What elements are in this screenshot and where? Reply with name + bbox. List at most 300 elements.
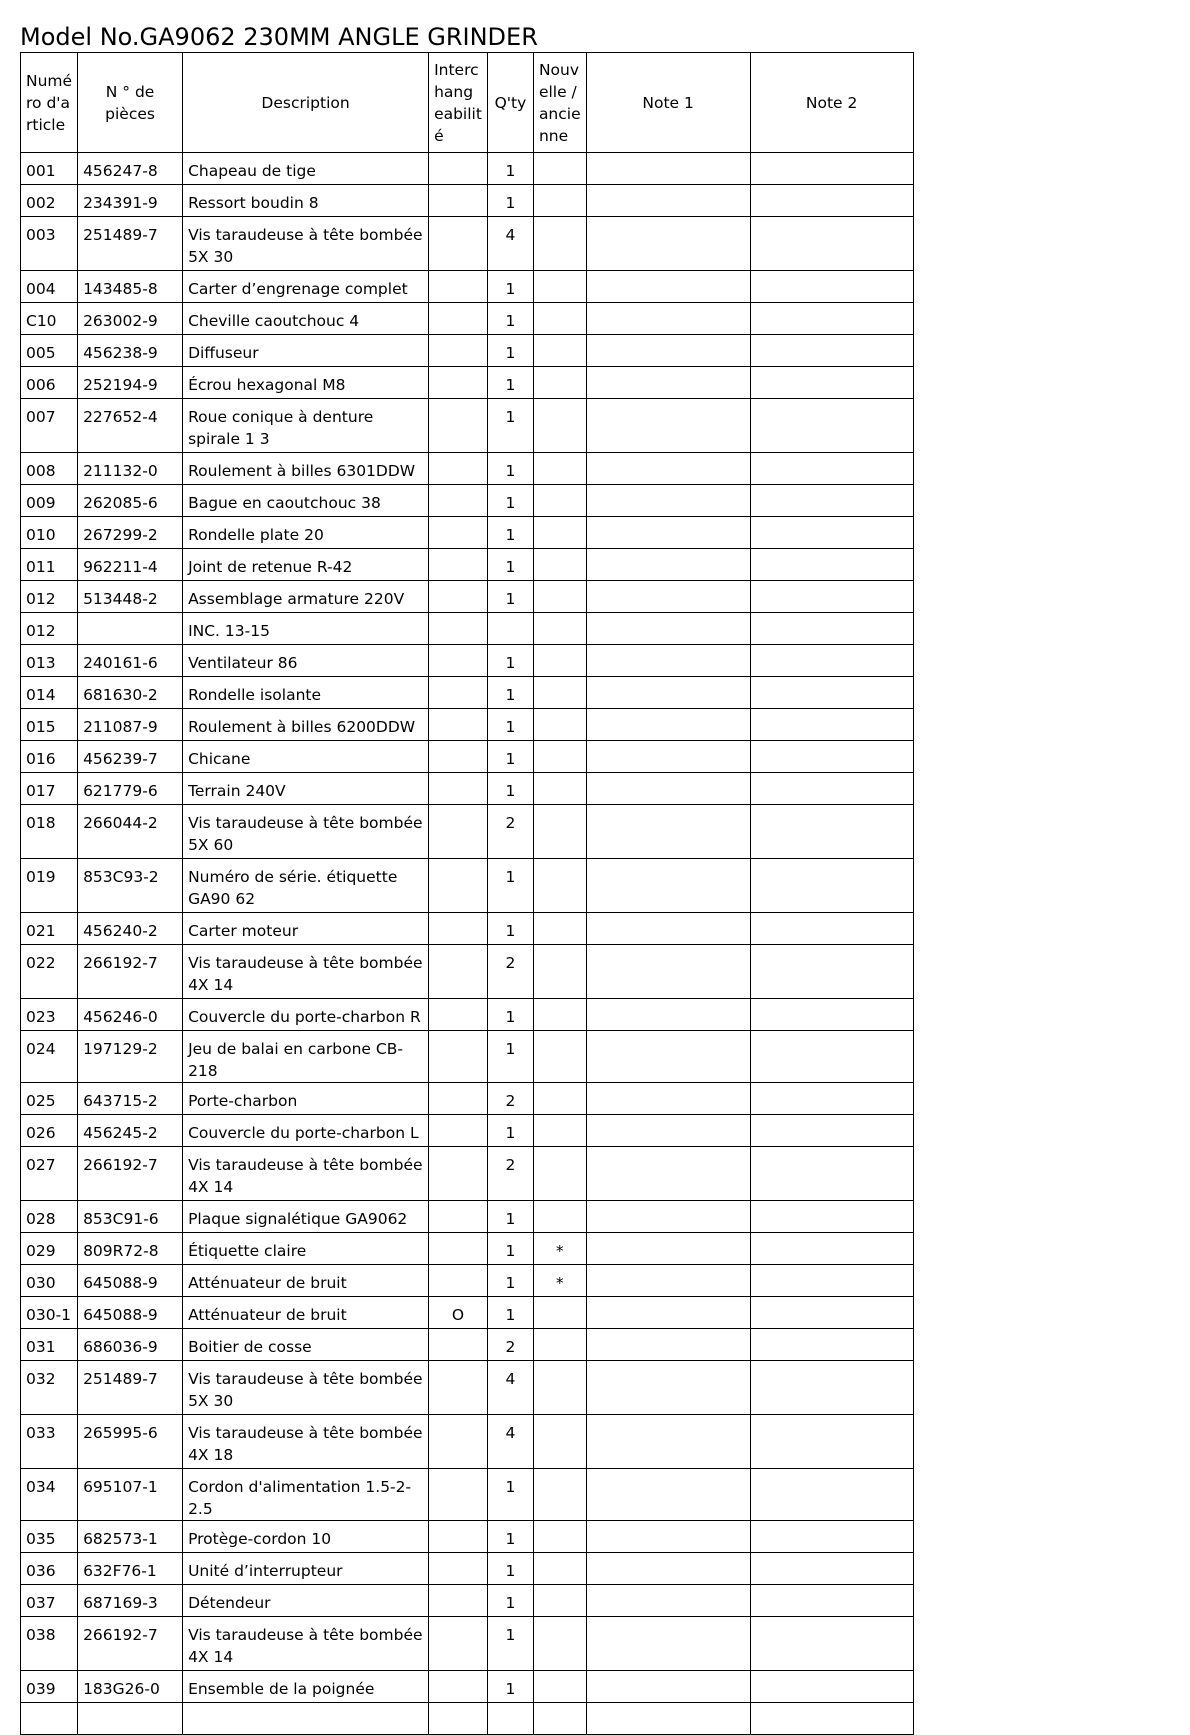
cell-new-old: [533, 1361, 586, 1415]
table-row: [21, 773, 914, 805]
cell-note-1: [586, 1415, 750, 1469]
cell-item-no: 009: [21, 485, 78, 517]
cell-item-no: 036: [21, 1553, 78, 1585]
cell-description: Roulement à billes 6301DDW: [183, 453, 429, 485]
table-row: [21, 1415, 914, 1469]
table-row: [21, 1115, 914, 1147]
cell-part-no: 183G26-0: [78, 1671, 183, 1703]
cell-part-no: 687169-3: [78, 1585, 183, 1617]
cell-interchangeability: [429, 485, 488, 517]
cell-note-1: [586, 945, 750, 999]
cell-new-old: [533, 1671, 586, 1703]
cell-note-2: [750, 399, 913, 453]
cell-interchangeability: [429, 613, 488, 645]
cell-part-no: 240161-6: [78, 645, 183, 677]
cell-interchangeability: [429, 1585, 488, 1617]
cell-interchangeability: [429, 271, 488, 303]
cell-new-old: [533, 1083, 586, 1115]
table-row: [21, 1201, 914, 1233]
cell-item-no: 013: [21, 645, 78, 677]
cell-item-no: 001: [21, 153, 78, 185]
table-row: [21, 399, 914, 453]
cell-note-1: [586, 453, 750, 485]
cell-interchangeability: [429, 859, 488, 913]
cell-qty: 1: [487, 1617, 533, 1671]
cell-item-no: 010: [21, 517, 78, 549]
cell-part-no: 266192-7: [78, 945, 183, 999]
table-row: [21, 549, 914, 581]
table-header-row: [21, 53, 914, 153]
cell-description: Chapeau de tige: [183, 153, 429, 185]
cell-note-1: [586, 1147, 750, 1201]
cell-note-1: [586, 805, 750, 859]
table-row: [21, 335, 914, 367]
cell-part-no: 809R72-8: [78, 1233, 183, 1265]
header-qty: Q'ty: [487, 53, 533, 153]
cell-qty: 1: [487, 453, 533, 485]
cell-note-1: [586, 1671, 750, 1703]
table-row: [21, 613, 914, 645]
table-row: [21, 367, 914, 399]
cell-new-old: [533, 1115, 586, 1147]
table-row: [21, 485, 914, 517]
cell-interchangeability: [429, 549, 488, 581]
cell-qty: 1: [487, 581, 533, 613]
cell-part-no: 262085-6: [78, 485, 183, 517]
cell-new-old: [533, 399, 586, 453]
cell-part-no: 211087-9: [78, 709, 183, 741]
cell-part-no: 853C93-2: [78, 859, 183, 913]
cell-interchangeability: [429, 913, 488, 945]
cell-new-old: [533, 217, 586, 271]
parts-table: [20, 52, 914, 1735]
cell-qty: 2: [487, 1147, 533, 1201]
cell-interchangeability: [429, 517, 488, 549]
empty-cell: [750, 1703, 913, 1735]
cell-note-2: [750, 741, 913, 773]
cell-interchangeability: [429, 741, 488, 773]
cell-item-no: 038: [21, 1617, 78, 1671]
cell-note-1: [586, 1521, 750, 1553]
cell-item-no: 030: [21, 1265, 78, 1297]
cell-note-1: [586, 549, 750, 581]
cell-qty: 1: [487, 185, 533, 217]
cell-note-1: [586, 1553, 750, 1585]
cell-description: Jeu de balai en carbone CB-218: [183, 1031, 429, 1083]
cell-note-1: [586, 399, 750, 453]
cell-interchangeability: [429, 709, 488, 741]
cell-part-no: 263002-9: [78, 303, 183, 335]
cell-note-2: [750, 1469, 913, 1521]
table-row: [21, 945, 914, 999]
cell-new-old: [533, 1297, 586, 1329]
cell-qty: 1: [487, 399, 533, 453]
cell-item-no: 023: [21, 999, 78, 1031]
cell-qty: 2: [487, 805, 533, 859]
table-row: [21, 1671, 914, 1703]
cell-new-old: *: [533, 1265, 586, 1297]
cell-new-old: [533, 1329, 586, 1361]
cell-description: Assemblage armature 220V: [183, 581, 429, 613]
cell-note-2: [750, 709, 913, 741]
header-description: Description: [183, 53, 429, 153]
cell-description: INC. 13-15: [183, 613, 429, 645]
cell-part-no: [78, 613, 183, 645]
cell-qty: 1: [487, 1553, 533, 1585]
cell-note-1: [586, 1233, 750, 1265]
cell-description: Vis taraudeuse à tête bombée 5X 30: [183, 217, 429, 271]
cell-note-2: [750, 677, 913, 709]
cell-note-2: [750, 773, 913, 805]
cell-item-no: 032: [21, 1361, 78, 1415]
cell-new-old: [533, 271, 586, 303]
cell-item-no: 019: [21, 859, 78, 913]
cell-interchangeability: [429, 1329, 488, 1361]
cell-note-2: [750, 999, 913, 1031]
cell-part-no: 266044-2: [78, 805, 183, 859]
cell-item-no: C10: [21, 303, 78, 335]
empty-cell: [487, 1703, 533, 1735]
cell-item-no: 024: [21, 1031, 78, 1083]
cell-new-old: [533, 805, 586, 859]
cell-note-2: [750, 1147, 913, 1201]
cell-new-old: [533, 549, 586, 581]
empty-cell: [21, 1703, 78, 1735]
cell-new-old: [533, 581, 586, 613]
cell-description: Couvercle du porte-charbon R: [183, 999, 429, 1031]
cell-interchangeability: [429, 153, 488, 185]
cell-description: Vis taraudeuse à tête bombée 4X 14: [183, 1147, 429, 1201]
cell-qty: 1: [487, 1671, 533, 1703]
cell-new-old: [533, 709, 586, 741]
cell-description: Vis taraudeuse à tête bombée 5X 30: [183, 1361, 429, 1415]
cell-note-2: [750, 1585, 913, 1617]
table-row: [21, 859, 914, 913]
empty-cell: [586, 1703, 750, 1735]
empty-cell: [78, 1703, 183, 1735]
cell-item-no: 035: [21, 1521, 78, 1553]
cell-new-old: [533, 773, 586, 805]
cell-item-no: 039: [21, 1671, 78, 1703]
cell-part-no: 251489-7: [78, 217, 183, 271]
cell-note-2: [750, 613, 913, 645]
cell-interchangeability: [429, 773, 488, 805]
cell-note-1: [586, 1329, 750, 1361]
cell-new-old: [533, 677, 586, 709]
cell-note-2: [750, 185, 913, 217]
cell-item-no: 012: [21, 613, 78, 645]
cell-part-no: 645088-9: [78, 1265, 183, 1297]
cell-interchangeability: [429, 1469, 488, 1521]
cell-note-1: [586, 1297, 750, 1329]
cell-part-no: 853C91-6: [78, 1201, 183, 1233]
cell-qty: 1: [487, 709, 533, 741]
cell-item-no: 017: [21, 773, 78, 805]
cell-new-old: [533, 999, 586, 1031]
cell-part-no: 456245-2: [78, 1115, 183, 1147]
cell-note-2: [750, 1233, 913, 1265]
cell-note-2: [750, 913, 913, 945]
cell-note-2: [750, 1329, 913, 1361]
cell-note-2: [750, 217, 913, 271]
cell-description: Plaque signalétique GA9062: [183, 1201, 429, 1233]
cell-item-no: 012: [21, 581, 78, 613]
table-row: [21, 303, 914, 335]
table-row: [21, 677, 914, 709]
cell-item-no: 030-1: [21, 1297, 78, 1329]
cell-description: Ensemble de la poignée: [183, 1671, 429, 1703]
table-row: [21, 741, 914, 773]
cell-note-2: [750, 1201, 913, 1233]
cell-note-2: [750, 1617, 913, 1671]
page-title: Model No.GA9062 230MM ANGLE GRINDER: [20, 23, 538, 51]
cell-new-old: [533, 1031, 586, 1083]
cell-note-2: [750, 549, 913, 581]
cell-item-no: 008: [21, 453, 78, 485]
cell-note-1: [586, 1617, 750, 1671]
table-row: [21, 1469, 914, 1521]
cell-qty: 1: [487, 1031, 533, 1083]
cell-qty: 4: [487, 1361, 533, 1415]
cell-interchangeability: [429, 1115, 488, 1147]
cell-note-2: [750, 517, 913, 549]
table-row: [21, 1233, 914, 1265]
cell-note-1: [586, 271, 750, 303]
cell-description: Boitier de cosse: [183, 1329, 429, 1361]
cell-new-old: [533, 859, 586, 913]
cell-note-2: [750, 1115, 913, 1147]
cell-interchangeability: [429, 1617, 488, 1671]
cell-interchangeability: [429, 945, 488, 999]
cell-interchangeability: [429, 1031, 488, 1083]
cell-interchangeability: [429, 399, 488, 453]
cell-interchangeability: [429, 999, 488, 1031]
cell-new-old: [533, 1553, 586, 1585]
cell-note-2: [750, 485, 913, 517]
cell-qty: 1: [487, 1469, 533, 1521]
cell-qty: 4: [487, 1415, 533, 1469]
cell-qty: 1: [487, 303, 533, 335]
cell-part-no: 197129-2: [78, 1031, 183, 1083]
cell-note-1: [586, 1083, 750, 1115]
cell-note-2: [750, 1521, 913, 1553]
table-row: [21, 271, 914, 303]
table-row: [21, 1617, 914, 1671]
cell-note-1: [586, 485, 750, 517]
cell-description: Vis taraudeuse à tête bombée 4X 14: [183, 1617, 429, 1671]
cell-interchangeability: [429, 1233, 488, 1265]
cell-note-1: [586, 1115, 750, 1147]
cell-note-2: [750, 335, 913, 367]
cell-note-1: [586, 709, 750, 741]
table-row: [21, 1361, 914, 1415]
header-item-no: Numé ro d'a rticle: [21, 53, 78, 153]
cell-interchangeability: [429, 1147, 488, 1201]
parts-table-body: [21, 153, 914, 1735]
cell-interchangeability: [429, 1415, 488, 1469]
cell-item-no: 034: [21, 1469, 78, 1521]
header-note-1: Note 1: [586, 53, 750, 153]
cell-part-no: 227652-4: [78, 399, 183, 453]
cell-part-no: 681630-2: [78, 677, 183, 709]
cell-part-no: 456240-2: [78, 913, 183, 945]
cell-qty: 1: [487, 913, 533, 945]
cell-item-no: 037: [21, 1585, 78, 1617]
table-row: [21, 1553, 914, 1585]
table-row: [21, 913, 914, 945]
cell-item-no: 027: [21, 1147, 78, 1201]
cell-new-old: [533, 485, 586, 517]
cell-note-1: [586, 581, 750, 613]
cell-description: Ventilateur 86: [183, 645, 429, 677]
cell-qty: 1: [487, 153, 533, 185]
cell-part-no: 962211-4: [78, 549, 183, 581]
table-row: [21, 1265, 914, 1297]
cell-note-2: [750, 1031, 913, 1083]
cell-description: Numéro de série. étiquette GA90 62: [183, 859, 429, 913]
cell-new-old: [533, 945, 586, 999]
cell-interchangeability: [429, 677, 488, 709]
cell-note-2: [750, 1265, 913, 1297]
cell-part-no: 266192-7: [78, 1147, 183, 1201]
header-interchangeability: Interc hang eabilit é: [429, 53, 488, 153]
cell-description: Atténuateur de bruit: [183, 1297, 429, 1329]
cell-qty: 2: [487, 1329, 533, 1361]
cell-note-2: [750, 1671, 913, 1703]
cell-note-1: [586, 1031, 750, 1083]
cell-qty: 1: [487, 1115, 533, 1147]
cell-part-no: 251489-7: [78, 1361, 183, 1415]
cell-new-old: [533, 153, 586, 185]
header-part-no: N ° de pièces: [78, 53, 183, 153]
cell-new-old: [533, 1201, 586, 1233]
cell-description: Carter d’engrenage complet: [183, 271, 429, 303]
table-row: [21, 517, 914, 549]
cell-description: Cheville caoutchouc 4: [183, 303, 429, 335]
cell-description: Rondelle plate 20: [183, 517, 429, 549]
cell-description: Vis taraudeuse à tête bombée 4X 18: [183, 1415, 429, 1469]
cell-new-old: [533, 303, 586, 335]
cell-description: Vis taraudeuse à tête bombée 5X 60: [183, 805, 429, 859]
table-row: [21, 709, 914, 741]
cell-item-no: 007: [21, 399, 78, 453]
cell-new-old: *: [533, 1233, 586, 1265]
cell-qty: 1: [487, 1265, 533, 1297]
table-row: [21, 1703, 914, 1735]
cell-description: Roulement à billes 6200DDW: [183, 709, 429, 741]
cell-interchangeability: [429, 1083, 488, 1115]
cell-description: Diffuseur: [183, 335, 429, 367]
cell-description: Carter moteur: [183, 913, 429, 945]
cell-interchangeability: [429, 1265, 488, 1297]
cell-part-no: 643715-2: [78, 1083, 183, 1115]
table-row: [21, 645, 914, 677]
cell-part-no: 456246-0: [78, 999, 183, 1031]
cell-note-1: [586, 335, 750, 367]
empty-cell: [429, 1703, 488, 1735]
cell-qty: 1: [487, 741, 533, 773]
cell-note-2: [750, 453, 913, 485]
cell-part-no: 695107-1: [78, 1469, 183, 1521]
cell-note-1: [586, 677, 750, 709]
cell-note-1: [586, 153, 750, 185]
table-row: [21, 1585, 914, 1617]
table-row: [21, 153, 914, 185]
cell-note-1: [586, 1469, 750, 1521]
cell-item-no: 006: [21, 367, 78, 399]
cell-note-1: [586, 1201, 750, 1233]
cell-description: Unité d’interrupteur: [183, 1553, 429, 1585]
cell-note-2: [750, 1083, 913, 1115]
cell-part-no: 456238-9: [78, 335, 183, 367]
cell-interchangeability: [429, 581, 488, 613]
cell-item-no: 029: [21, 1233, 78, 1265]
empty-cell: [183, 1703, 429, 1735]
cell-description: Chicane: [183, 741, 429, 773]
cell-item-no: 033: [21, 1415, 78, 1469]
table-row: [21, 1031, 914, 1083]
cell-qty: 1: [487, 677, 533, 709]
cell-note-2: [750, 367, 913, 399]
table-row: [21, 581, 914, 613]
cell-description: Ressort boudin 8: [183, 185, 429, 217]
cell-qty: 1: [487, 367, 533, 399]
cell-note-2: [750, 303, 913, 335]
cell-qty: 2: [487, 945, 533, 999]
cell-note-1: [586, 859, 750, 913]
cell-description: Détendeur: [183, 1585, 429, 1617]
empty-cell: [533, 1703, 586, 1735]
cell-qty: 1: [487, 1585, 533, 1617]
cell-item-no: 003: [21, 217, 78, 271]
cell-part-no: 252194-9: [78, 367, 183, 399]
cell-part-no: 686036-9: [78, 1329, 183, 1361]
cell-item-no: 016: [21, 741, 78, 773]
cell-new-old: [533, 185, 586, 217]
cell-note-2: [750, 645, 913, 677]
cell-item-no: 002: [21, 185, 78, 217]
cell-description: Couvercle du porte-charbon L: [183, 1115, 429, 1147]
cell-qty: 1: [487, 549, 533, 581]
table-row: [21, 453, 914, 485]
header-note-2: Note 2: [750, 53, 913, 153]
cell-item-no: 025: [21, 1083, 78, 1115]
cell-qty: 1: [487, 773, 533, 805]
cell-item-no: 028: [21, 1201, 78, 1233]
cell-note-1: [586, 999, 750, 1031]
cell-interchangeability: O: [429, 1297, 488, 1329]
cell-new-old: [533, 1521, 586, 1553]
cell-note-2: [750, 1415, 913, 1469]
cell-qty: 1: [487, 859, 533, 913]
cell-part-no: 266192-7: [78, 1617, 183, 1671]
table-row: [21, 1297, 914, 1329]
cell-description: Écrou hexagonal M8: [183, 367, 429, 399]
cell-interchangeability: [429, 1201, 488, 1233]
cell-new-old: [533, 335, 586, 367]
cell-qty: 1: [487, 1233, 533, 1265]
cell-part-no: 513448-2: [78, 581, 183, 613]
cell-interchangeability: [429, 453, 488, 485]
cell-qty: 1: [487, 517, 533, 549]
cell-new-old: [533, 1147, 586, 1201]
cell-description: Porte-charbon: [183, 1083, 429, 1115]
cell-qty: 1: [487, 271, 533, 303]
cell-description: Étiquette claire: [183, 1233, 429, 1265]
cell-note-2: [750, 945, 913, 999]
cell-interchangeability: [429, 1521, 488, 1553]
cell-new-old: [533, 517, 586, 549]
